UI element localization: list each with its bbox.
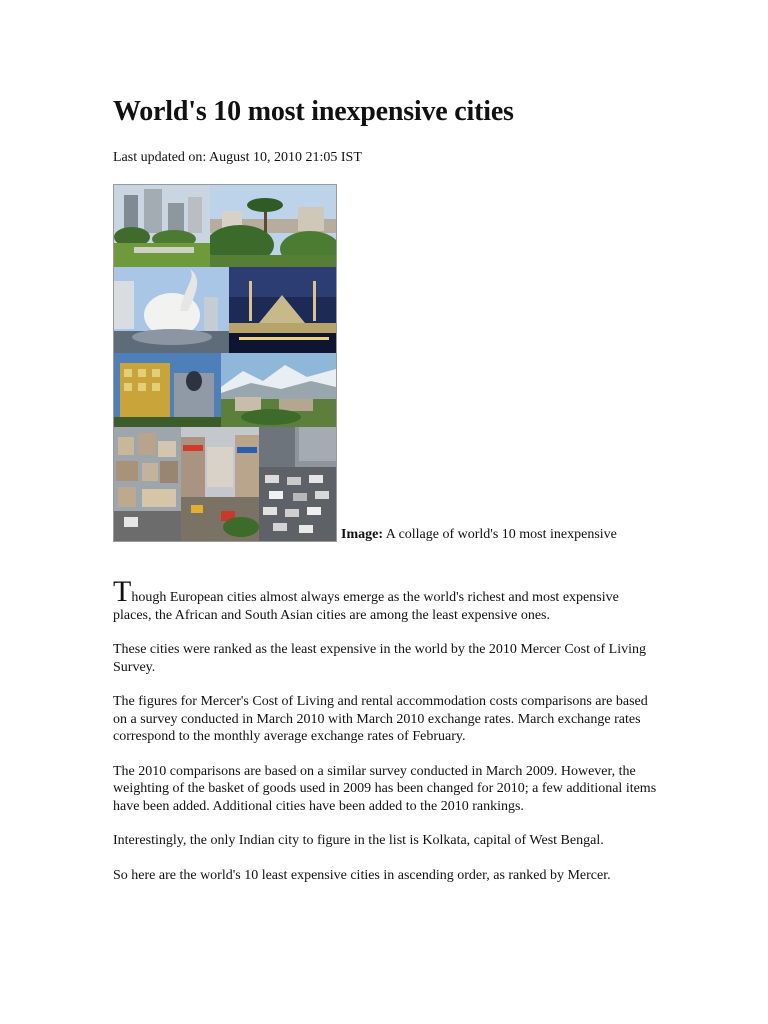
collage-tile-mosque-night [229, 267, 336, 353]
caption-text: A collage of world's 10 most inexpensive [383, 527, 617, 542]
article-title: World's 10 most inexpensive cities [113, 96, 514, 127]
collage-tile-swan-statue [114, 267, 229, 353]
paragraph: These cities were ranked as the least expensive in the world by the 2010 Mercer Cost of Living Survey. [113, 642, 647, 675]
last-updated: Last updated on: August 10, 2010 21:05 IST [113, 150, 362, 165]
figure [113, 184, 658, 542]
collage-tile-hillside-houses [114, 427, 181, 541]
drop-cap: T [113, 575, 132, 608]
collage-tile-modern-building [114, 353, 221, 427]
collage-tile-palm-street [210, 185, 336, 267]
collage-tile-mountain-city [221, 353, 336, 427]
paragraph: Though European cities almost always emerge as the world's richest and most expensive places, the African and South Asian cities are among the least expensive ones. [113, 575, 619, 623]
paragraph: The figures for Mercer's Cost of Living and rental accommodation costs comparisons are based on a survey conducted in March 2010 with March 2010 exchange rates. March exchange rates correspond to the monthly average exchange rates of February. [113, 694, 648, 744]
paragraph: The 2010 comparisons are based on a similar survey conducted in March 2009. However, the weighting of the basket of goods used in 2009 has been changed for 2010; a few additional items have been added. Additional cities have been added to the 2010 rankings. [113, 763, 657, 814]
paragraph: So here are the world's 10 least expensive cities in ascending order, as ranked by Mercer. [113, 867, 611, 883]
city-collage-image [113, 184, 337, 542]
paragraph: Interestingly, the only Indian city to figure in the list is Kolkata, capital of West Bengal. [113, 833, 604, 848]
image-caption [341, 526, 617, 544]
collage-tile-busy-street [181, 427, 259, 541]
collage-tile-traffic-jam [259, 427, 336, 541]
caption-label: Image: [341, 527, 383, 542]
article-body [113, 575, 658, 884]
collage-tile-city-park [114, 185, 210, 267]
article [113, 95, 658, 901]
